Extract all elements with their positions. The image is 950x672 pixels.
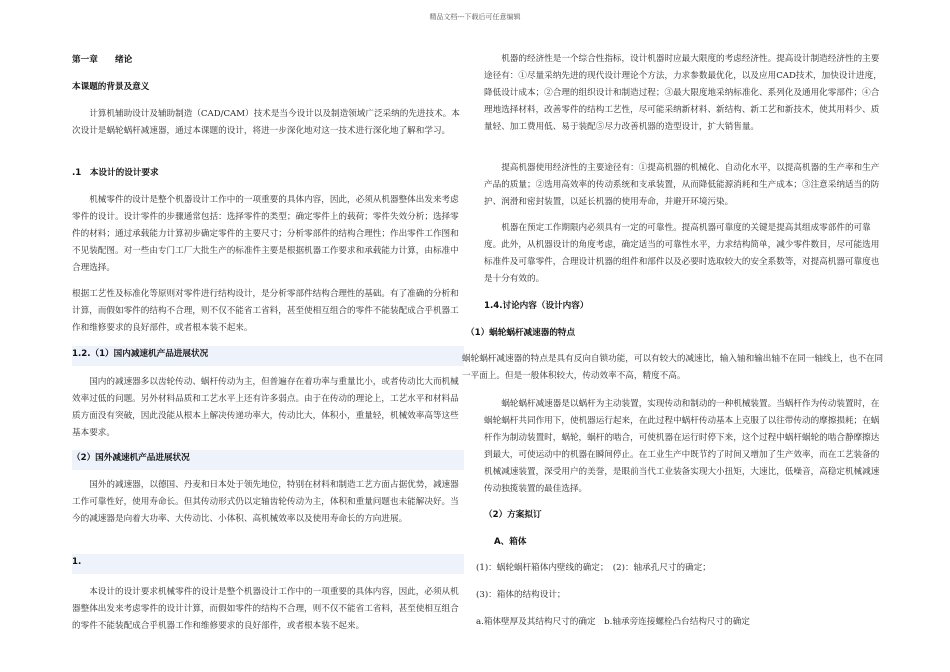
list-item-housing-1: (1)：蜗轮蜗杆箱体内壁线的确定； (2)：轴承孔尺寸的确定； xyxy=(476,563,711,573)
section-heading-foreign: （2）国外减速机产品进展状况 xyxy=(72,450,464,470)
paragraph-foreign-status: 国外的减速器，以德国、丹麦和日本处于领先地位，特别在材料和制造工艺方面占据优势，减速器工作可靠性好，使用寿命长。但其传动形式仍以定轴齿轮传动为主，体积和重量问题也未能解决好。当今的减速器是向着大功率、大传动比、小体积、高机械效率以及使用寿命长的方向进展。 xyxy=(72,480,459,524)
section-heading-scheme: （2）方案拟订 xyxy=(484,510,542,520)
paragraph-intro: 计算机辅助设计及辅助制造（CAD/CAM）技术是当今设计以及制造领域广泛采纳的先进技术。本次设计是蜗轮蜗杆减速器，通过本课题的设计，将进一步深化地对这一技术进行深化地了解和学习。 xyxy=(72,109,460,136)
paragraph-economy: 机器的经济性是一个综合性指标，设计机器时应最大限度的考虑经济性。提高设计制造经济性的主要途径有：①尽量采纳先进的现代设计理论个方法，力求参数最优化，以及应用CAD技术，加快设计进度，降低设计成本；②合理的组织设计和制造过程；③最大限度地采纳标准化、系列化及通用化零部件；④合理地选择材料，改善零件的结构工艺性，尽可能采纳新材料、新结构、新工艺和新技术，使其用料少、质量轻、加工费用低、易于装配⑤尽力改善机器的造型设计，扩大销售量。 xyxy=(484,54,882,132)
paragraph-use-economy: 提高机器使用经济性的主要途径有：①提高机器的机械化、自动化水平，以提高机器的生产率和生产产品的质量；②选用高效率的传动系统和支承装置，从而降低能源消耗和生产成本；③注意采纳适当的防护、润滑和密封装置，以延长机器的使用寿命，并避开环境污染。 xyxy=(484,163,880,207)
page-header: 精品文档---下载后可任意编辑 xyxy=(429,13,521,21)
section-heading-worm-features: （1）蜗轮蜗杆减速器的特点 xyxy=(466,328,576,338)
paragraph-design-requirements: 机械零件的设计是整个机器设计工作中的一项重要的具体内容，因此，必须从机器整体出发来考虑零件的设计。设计零件的步骤通常包括：选择零件的类型；确定零件上的载荷；零件失效分析；选择零件的材料；通过承载能力计算初步确定零件的主要尺寸；分析零部件的结构合理性；作出零件工作图和不见装配图。对一些由专门工厂大批生产的标准件主要是根据机器工作要求和承载能力计算，由标准中合理选择。 xyxy=(72,195,459,273)
paragraph-worm-features: 蜗轮蜗杆减速器的特点是具有反向自锁功能，可以有较大的减速比，输入轴和输出轴不在同一轴线上，也不在同一平面上。但是一般体积较大，传动效率不高，精度不高。 xyxy=(462,354,884,381)
subheading-housing: A、箱体 xyxy=(494,537,527,547)
section-heading-1-2: 1.2.（1）国内减速机产品进展状况 xyxy=(72,346,464,366)
chapter-title: 第一章 绪论 xyxy=(72,55,133,65)
paragraph-reliability: 机器在预定工作期限内必须具有一定的可靠性。提高机器可靠度的关键是提高其组成零部件的可靠度。此外，从机器设计的角度考虑，确定适当的可靠性水平，力求结构简单，减少零件数目，尽可能选用标准件及可靠零件，合理设计机器的组件和部件以及必要时选取较大的安全系数等，对提高机器可靠度也是十分有效的。 xyxy=(484,223,880,284)
section-heading-1-4: 1.4.讨论内容（设计内容） xyxy=(484,301,589,311)
list-item-housing-2: (3)：箱体的结构设计； xyxy=(476,590,566,600)
background-heading: 本课题的背景及意义 xyxy=(72,82,150,92)
list-item-housing-3: a.箱体壁厚及其结构尺寸的确定 b.轴承旁连接螺栓凸台结构尺寸的确定 xyxy=(476,617,750,627)
paragraph-design-requirement-summary: 本设计的设计要求机械零件的设计是整个机器设计工作中的一项重要的具体内容，因此，必须从机器整体出发来考虑零件的设计计算，而假如零件的结构不合理，则不仅不能省工省料，甚至使相互组合的零件不能装配成合乎机器工作和维修要求的良好部件，或者根本装不起来。 xyxy=(72,587,459,631)
paragraph-structure-design: 根据工艺性及标准化等原则对零件进行结构设计，是分析零部件结构合理性的基础。有了准确的分析和计算，而假如零件的结构不合理，则不仅不能省工省料，甚至使相互组合的零件不能装配成合乎机器工作和维修要求的良好部件，或者根本装不起来。 xyxy=(72,289,459,333)
paragraph-worm-function: 蜗轮蜗杆减速器是以蜗杆为主动装置，实现传动和制动的一种机械装置。当蜗杆作为传动装置时，在蜗轮蜗杆共同作用下，使机器运行起来，在此过程中蜗杆传动基本上克服了以往带传动的摩擦损耗；在蜗杆作为制动装置时，蜗轮，蜗杆的啮合，可使机器在运行时停下来，这个过程中蜗杆蜗轮的啮合静摩擦达到最大，可使运动中的机器在瞬间停止。在工业生产中既节约了时间又增加了生产效率，而在工艺装备的机械减速装置，深受用户的美誉，是眼前当代工业装备实现大小扭矩，大速比，低噪音，高稳定机械减速传动独揽装置的最佳选择。 xyxy=(484,399,880,494)
section-heading-1-3: 1. xyxy=(72,554,464,574)
paragraph-domestic-status: 国内的减速器多以齿轮传动、蜗杆传动为主，但普遍存在着功率与重量比小，或者传动比大而机械效率过低的问题。另外材料品质和工艺水平上还有许多弱点。由于在传动的理论上，工艺水平和材料品质方面没有突破，因此没能从根本上解决传递功率大，传动比大，体积小，重量轻，机械效率高等这些基本要求。 xyxy=(72,377,459,438)
section-heading-1-1: .1 本设计的设计要求 xyxy=(72,168,159,178)
